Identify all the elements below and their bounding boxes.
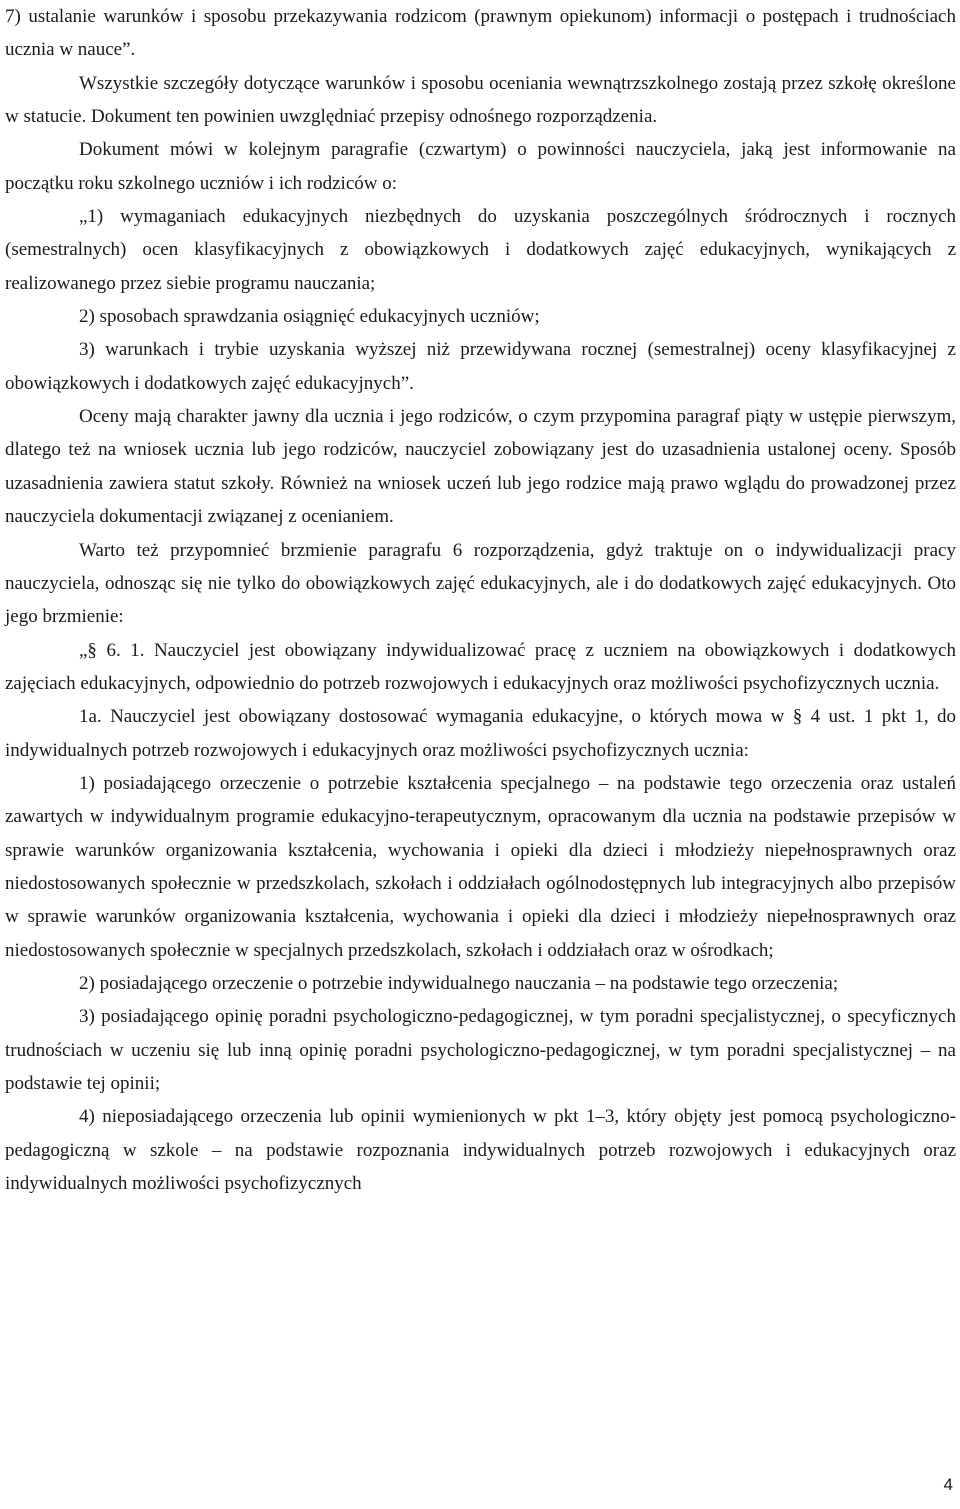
paragraph-5: Warto też przypomnieć brzmienie paragrafu 6 rozporządzenia, gdyż traktuje on o indywidualizacji pracy nauczyciela, odnosząc się nie tylko do obowiązkowych zajęć edukacyjnych, ale i do dodatkowych zajęć edukacyjnych. Oto jego brzmienie: (5, 539, 956, 628)
paragraph-4: Oceny mają charakter jawny dla ucznia i jego rodziców, o czym przypomina paragraf piąty w ustępie pierwszym, dlatego też na wniosek ucznia lub jego rodziców, nauczyciel zobowiązany jest do uzasadnienia ustalonej oceny. Sposób uzasadnienia zawiera statut szkoły. Również na wniosek uczeń lub jego rodzice mają prawo wglądu do prowadzonej przez nauczyciela dokumentacji związanej z ocenianiem. (5, 406, 956, 528)
document-body (5, 0, 956, 1200)
paragraph-3: Dokument mówi w kolejnym paragrafie (czwartym) o powinności nauczyciela, jaką jest informowanie na początku roku szkolnego uczniów i ich rodziców o: (5, 139, 956, 194)
quote-point-2: 2) posiadającego orzeczenie o potrzebie indywidualnego nauczania – na podstawie tego orzeczenia; (79, 972, 839, 994)
page-number: 4 (943, 1475, 953, 1494)
quote-point-3: 3) posiadającego opinię poradni psychologiczno-pedagogicznej, w tym poradni specjalistycznej, o specyficznych trudnościach w uczeniu się lub inną opinię poradni psychologiczno-pedagogicznej, w tym poradni specjalistycznej – na podstawie tej opinii; (5, 1006, 956, 1094)
quote-point-4: 4) nieposiadającego orzeczenia lub opinii wymienionych w pkt 1–3, który objęty jest pomocą psychologiczno-pedagogiczną w szkole – na podstawie rozpoznania indywidualnych potrzeb rozwojowych i edukacyjnych oraz indywidualnych możliwości psychofizycznych (5, 1106, 956, 1195)
quote-item-2: 2) sposobach sprawdzania osiągnięć edukacyjnych uczniów; (79, 306, 540, 328)
paragraph-1: 7) ustalanie warunków i sposobu przekazywania rodzicom (prawnym opiekunom) informacji o postępach i trudnościach ucznia w nauce”. (5, 6, 956, 61)
quote-point-1: 1) posiadającego orzeczenie o potrzebie kształcenia specjalnego – na podstawie tego orzeczenia oraz ustaleń zawartych w indywidualnym programie edukacyjno-terapeutycznym, opracowanym dla ucznia na podstawie przepisów w sprawie warunków organizowania kształcenia, wychowania i opieki dla dzieci i młodzieży niepełnosprawnych oraz niedostosowanych społecznie w przedszkolach, szkołach i oddziałach ogólnodostępnych lub integracyjnych albo przepisów w sprawie warunków organizowania kształcenia, wychowania i opieki dla dzieci i młodzieży niepełnosprawnych oraz niedostosowanych społecznie w specjalnych przedszkolach, szkołach i oddziałach oraz w ośrodkach; (5, 772, 956, 961)
quote-section-6-1a: 1a. Nauczyciel jest obowiązany dostosować wymagania edukacyjne, o których mowa w § 4 ust. 1 pkt 1, do indywidualnych potrzeb rozwojowych i edukacyjnych oraz możliwości psychofizycznych ucznia: (5, 706, 956, 761)
quote-item-3: 3) warunkach i trybie uzyskania wyższej niż przewidywana rocznej (semestralnej) oceny klasyfikacyjnej z obowiązkowych i dodatkowych zajęć edukacyjnych”. (5, 339, 956, 394)
paragraph-2: Wszystkie szczegóły dotyczące warunków i sposobu oceniania wewnątrzszkolnego zostają przez szkołę określone w statucie. Dokument ten powinien uwzględniać przepisy odnośnego rozporządzenia. (5, 72, 956, 128)
quote-item-1: „1) wymaganiach edukacyjnych niezbędnych do uzyskania poszczególnych śródrocznych i rocznych (semestralnych) ocen klasyfikacyjnych z obowiązkowych i dodatkowych zajęć edukacyjnych, wynikających z realizowanego przez siebie programu nauczania; (5, 206, 956, 294)
quote-section-6-1: „§ 6. 1. Nauczyciel jest obowiązany indywidualizować pracę z uczniem na obowiązkowych i dodatkowych zajęciach edukacyjnych, odpowiednio do potrzeb rozwojowych i edukacyjnych oraz możliwości psychofizycznych ucznia. (5, 639, 956, 694)
